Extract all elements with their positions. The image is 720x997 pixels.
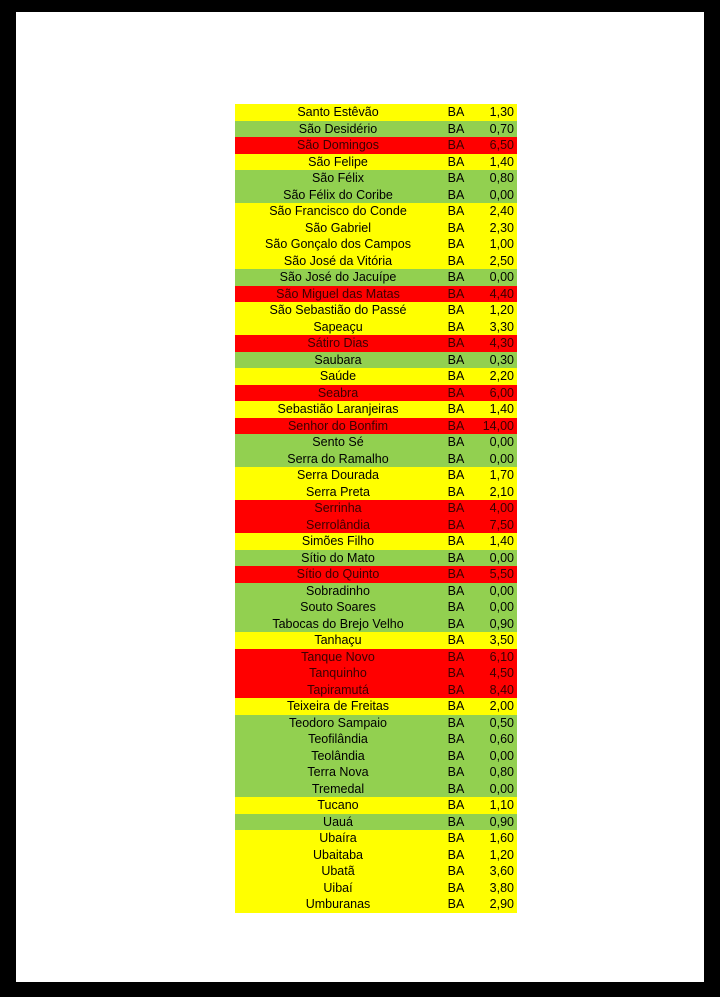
table-row	[235, 401, 517, 418]
municipality-name: Umburanas	[305, 897, 371, 911]
state-code: BA	[447, 286, 465, 301]
value-cell: 0,90	[489, 616, 514, 631]
state-code: BA	[447, 369, 465, 383]
table-row	[235, 269, 517, 286]
table-row	[235, 467, 517, 484]
state-code: BA	[447, 517, 465, 532]
state-code: BA	[447, 468, 465, 482]
value-cell: 6,10	[489, 649, 514, 664]
table-row	[235, 220, 517, 237]
value-cell: 0,80	[489, 171, 514, 185]
value-cell: 0,60	[489, 732, 514, 746]
municipality-name: São Domingos	[297, 138, 379, 152]
value-cell: 1,30	[489, 105, 514, 119]
state-code: BA	[447, 121, 465, 136]
state-code: BA	[447, 583, 465, 598]
table-row	[235, 797, 517, 814]
municipality-name: Tremedal	[311, 781, 365, 796]
state-code: BA	[447, 567, 465, 581]
table-row	[235, 896, 517, 913]
table-row	[235, 319, 517, 336]
state-code: BA	[447, 616, 465, 631]
table-row	[235, 517, 517, 534]
municipality-name: Teolândia	[311, 748, 365, 763]
table-row	[235, 203, 517, 220]
municipality-name: Seabra	[317, 385, 359, 400]
municipality-name: Ubaíra	[319, 831, 357, 845]
table-row	[235, 665, 517, 682]
state-code: BA	[447, 666, 465, 680]
table-row	[235, 500, 517, 517]
value-cell: 0,30	[489, 352, 514, 367]
value-cell: 1,20	[489, 847, 514, 862]
table-row	[235, 170, 517, 187]
table-row	[235, 335, 517, 352]
municipality-name: Sítio do Mato	[301, 550, 375, 565]
state-code: BA	[447, 138, 465, 152]
table-row	[235, 715, 517, 732]
table-row	[235, 649, 517, 666]
value-cell: 4,00	[489, 501, 514, 515]
table-row	[235, 880, 517, 897]
municipality-name: Serra do Ramalho	[287, 451, 389, 466]
state-code: BA	[447, 831, 465, 845]
state-code: BA	[447, 534, 465, 548]
municipality-name: Teodoro Sampaio	[289, 715, 387, 730]
municipality-name: Uibaí	[323, 880, 353, 895]
table-row	[235, 352, 517, 369]
table-row	[235, 434, 517, 451]
value-cell: 0,00	[489, 270, 514, 284]
state-code: BA	[447, 748, 465, 763]
municipality-name: Sebastião Laranjeiras	[277, 402, 399, 416]
municipality-name: Simões Filho	[301, 534, 375, 548]
municipality-name: Tanque Novo	[301, 649, 375, 664]
value-cell: 0,00	[489, 748, 514, 763]
municipality-name: Tanhaçu	[314, 633, 362, 647]
value-cell: 2,30	[489, 220, 514, 235]
municipality-name: São Sebastião do Passé	[269, 303, 407, 317]
table-row	[235, 748, 517, 765]
table-row	[235, 731, 517, 748]
municipality-name: São Francisco do Conde	[269, 204, 407, 218]
state-code: BA	[447, 798, 465, 812]
municipality-name: Serrolândia	[306, 517, 370, 532]
municipality-name: Ubatã	[321, 864, 355, 878]
municipality-name: Serra Preta	[306, 484, 370, 499]
value-cell: 1,10	[489, 798, 514, 812]
value-cell: 0,00	[489, 435, 514, 449]
state-code: BA	[447, 864, 465, 878]
state-code: BA	[447, 715, 465, 730]
municipality-name: Serrinha	[314, 501, 362, 515]
table-row	[235, 154, 517, 171]
state-code: BA	[447, 187, 465, 202]
state-code: BA	[447, 270, 465, 284]
state-code: BA	[447, 649, 465, 664]
table-row	[235, 302, 517, 319]
value-cell: 2,40	[489, 204, 514, 218]
table-row	[235, 451, 517, 468]
state-code: BA	[447, 847, 465, 862]
table-row	[235, 583, 517, 600]
value-cell: 0,70	[489, 121, 514, 136]
municipality-name: Uauá	[323, 814, 353, 829]
municipality-name: São Gabriel	[304, 220, 371, 235]
value-cell: 14,00	[482, 418, 514, 433]
value-cell: 4,30	[489, 336, 514, 350]
table-row	[235, 286, 517, 303]
municipality-name: São Desidério	[298, 121, 378, 136]
state-code: BA	[447, 237, 465, 251]
municipality-name: Saúde	[319, 369, 357, 383]
state-code: BA	[447, 220, 465, 235]
value-cell: 2,90	[489, 897, 514, 911]
table-row	[235, 253, 517, 270]
municipality-name: Ubaitaba	[312, 847, 364, 862]
state-code: BA	[447, 781, 465, 796]
table-row	[235, 533, 517, 550]
state-code: BA	[447, 154, 465, 169]
state-code: BA	[447, 303, 465, 317]
municipality-name: Sítio do Quinto	[296, 567, 380, 581]
table-row	[235, 550, 517, 567]
value-cell: 0,90	[489, 814, 514, 829]
table-row	[235, 863, 517, 880]
table-row	[235, 368, 517, 385]
value-cell: 1,40	[489, 534, 514, 548]
value-cell: 6,50	[489, 138, 514, 152]
state-code: BA	[447, 699, 465, 713]
state-code: BA	[447, 682, 465, 697]
municipality-name: Teofilândia	[308, 732, 368, 746]
value-cell: 5,50	[489, 567, 514, 581]
table-row	[235, 599, 517, 616]
value-cell: 8,40	[489, 682, 514, 697]
table-row	[235, 814, 517, 831]
municipality-name: São José da Vitória	[283, 253, 393, 268]
municipality-name: Teixeira de Freitas	[286, 699, 390, 713]
municipality-name: Senhor do Bonfim	[287, 418, 389, 433]
table-row	[235, 187, 517, 204]
state-code: BA	[447, 171, 465, 185]
value-cell: 2,50	[489, 253, 514, 268]
municipality-name: Terra Nova	[307, 765, 369, 779]
state-code: BA	[447, 765, 465, 779]
value-cell: 3,80	[489, 880, 514, 895]
municipality-name: São Félix do Coribe	[283, 187, 393, 202]
table-row	[235, 236, 517, 253]
municipality-name: Saubara	[314, 352, 362, 367]
state-code: BA	[447, 105, 465, 119]
table-row	[235, 682, 517, 699]
municipality-name: Sento Sé	[312, 435, 364, 449]
value-cell: 0,00	[489, 451, 514, 466]
state-code: BA	[447, 352, 465, 367]
state-code: BA	[447, 633, 465, 647]
table-row	[235, 764, 517, 781]
table-row	[235, 566, 517, 583]
value-cell: 4,40	[489, 286, 514, 301]
document-page	[16, 12, 704, 982]
municipality-name: São Miguel das Matas	[276, 286, 400, 301]
value-cell: 2,00	[489, 699, 514, 713]
table-row	[235, 121, 517, 138]
state-code: BA	[447, 253, 465, 268]
table-row	[235, 104, 517, 121]
value-cell: 0,00	[489, 187, 514, 202]
value-cell: 4,50	[489, 666, 514, 680]
municipality-name: Sobradinho	[306, 583, 370, 598]
value-cell: 1,70	[489, 468, 514, 482]
value-cell: 0,00	[489, 583, 514, 598]
municipality-name: Tucano	[317, 798, 359, 812]
municipality-table	[235, 104, 517, 913]
value-cell: 0,80	[489, 765, 514, 779]
municipality-name: Sátiro Dias	[307, 336, 369, 350]
state-code: BA	[447, 319, 465, 334]
state-code: BA	[447, 880, 465, 895]
municipality-name: Tabocas do Brejo Velho	[272, 616, 404, 631]
value-cell: 1,60	[489, 831, 514, 845]
state-code: BA	[447, 385, 465, 400]
value-cell: 1,40	[489, 154, 514, 169]
municipality-name: São Felipe	[308, 154, 368, 169]
municipality-name: Tanquinho	[309, 666, 367, 680]
municipality-name: Souto Soares	[300, 600, 376, 614]
municipality-name: Santo Estêvão	[297, 105, 379, 119]
municipality-name: São José do Jacuípe	[279, 270, 397, 284]
value-cell: 3,60	[489, 864, 514, 878]
state-code: BA	[447, 402, 465, 416]
value-cell: 1,40	[489, 402, 514, 416]
state-code: BA	[447, 732, 465, 746]
municipality-name: São Félix	[311, 171, 365, 185]
table-row	[235, 484, 517, 501]
state-code: BA	[447, 435, 465, 449]
state-code: BA	[447, 418, 465, 433]
value-cell: 2,10	[489, 484, 514, 499]
value-cell: 3,30	[489, 319, 514, 334]
value-cell: 2,20	[489, 369, 514, 383]
value-cell: 1,20	[489, 303, 514, 317]
state-code: BA	[447, 897, 465, 911]
state-code: BA	[447, 484, 465, 499]
value-cell: 1,00	[489, 237, 514, 251]
state-code: BA	[447, 501, 465, 515]
table-row	[235, 137, 517, 154]
value-cell: 6,00	[489, 385, 514, 400]
table-row	[235, 632, 517, 649]
state-code: BA	[447, 550, 465, 565]
municipality-name: Tapiramutá	[307, 682, 369, 697]
value-cell: 0,50	[489, 715, 514, 730]
state-code: BA	[447, 814, 465, 829]
state-code: BA	[447, 451, 465, 466]
municipality-name: Sapeaçu	[313, 319, 363, 334]
value-cell: 3,50	[489, 633, 514, 647]
table-row	[235, 830, 517, 847]
municipality-name: Serra Dourada	[297, 468, 379, 482]
state-code: BA	[447, 204, 465, 218]
value-cell: 7,50	[489, 517, 514, 532]
value-cell: 0,00	[489, 600, 514, 614]
table-row	[235, 418, 517, 435]
value-cell: 0,00	[489, 781, 514, 796]
state-code: BA	[447, 600, 465, 614]
table-row	[235, 616, 517, 633]
municipality-name: São Gonçalo dos Campos	[265, 237, 411, 251]
value-cell: 0,00	[489, 550, 514, 565]
table-row	[235, 385, 517, 402]
table-row	[235, 847, 517, 864]
table-row	[235, 698, 517, 715]
state-code: BA	[447, 336, 465, 350]
table-row	[235, 781, 517, 798]
